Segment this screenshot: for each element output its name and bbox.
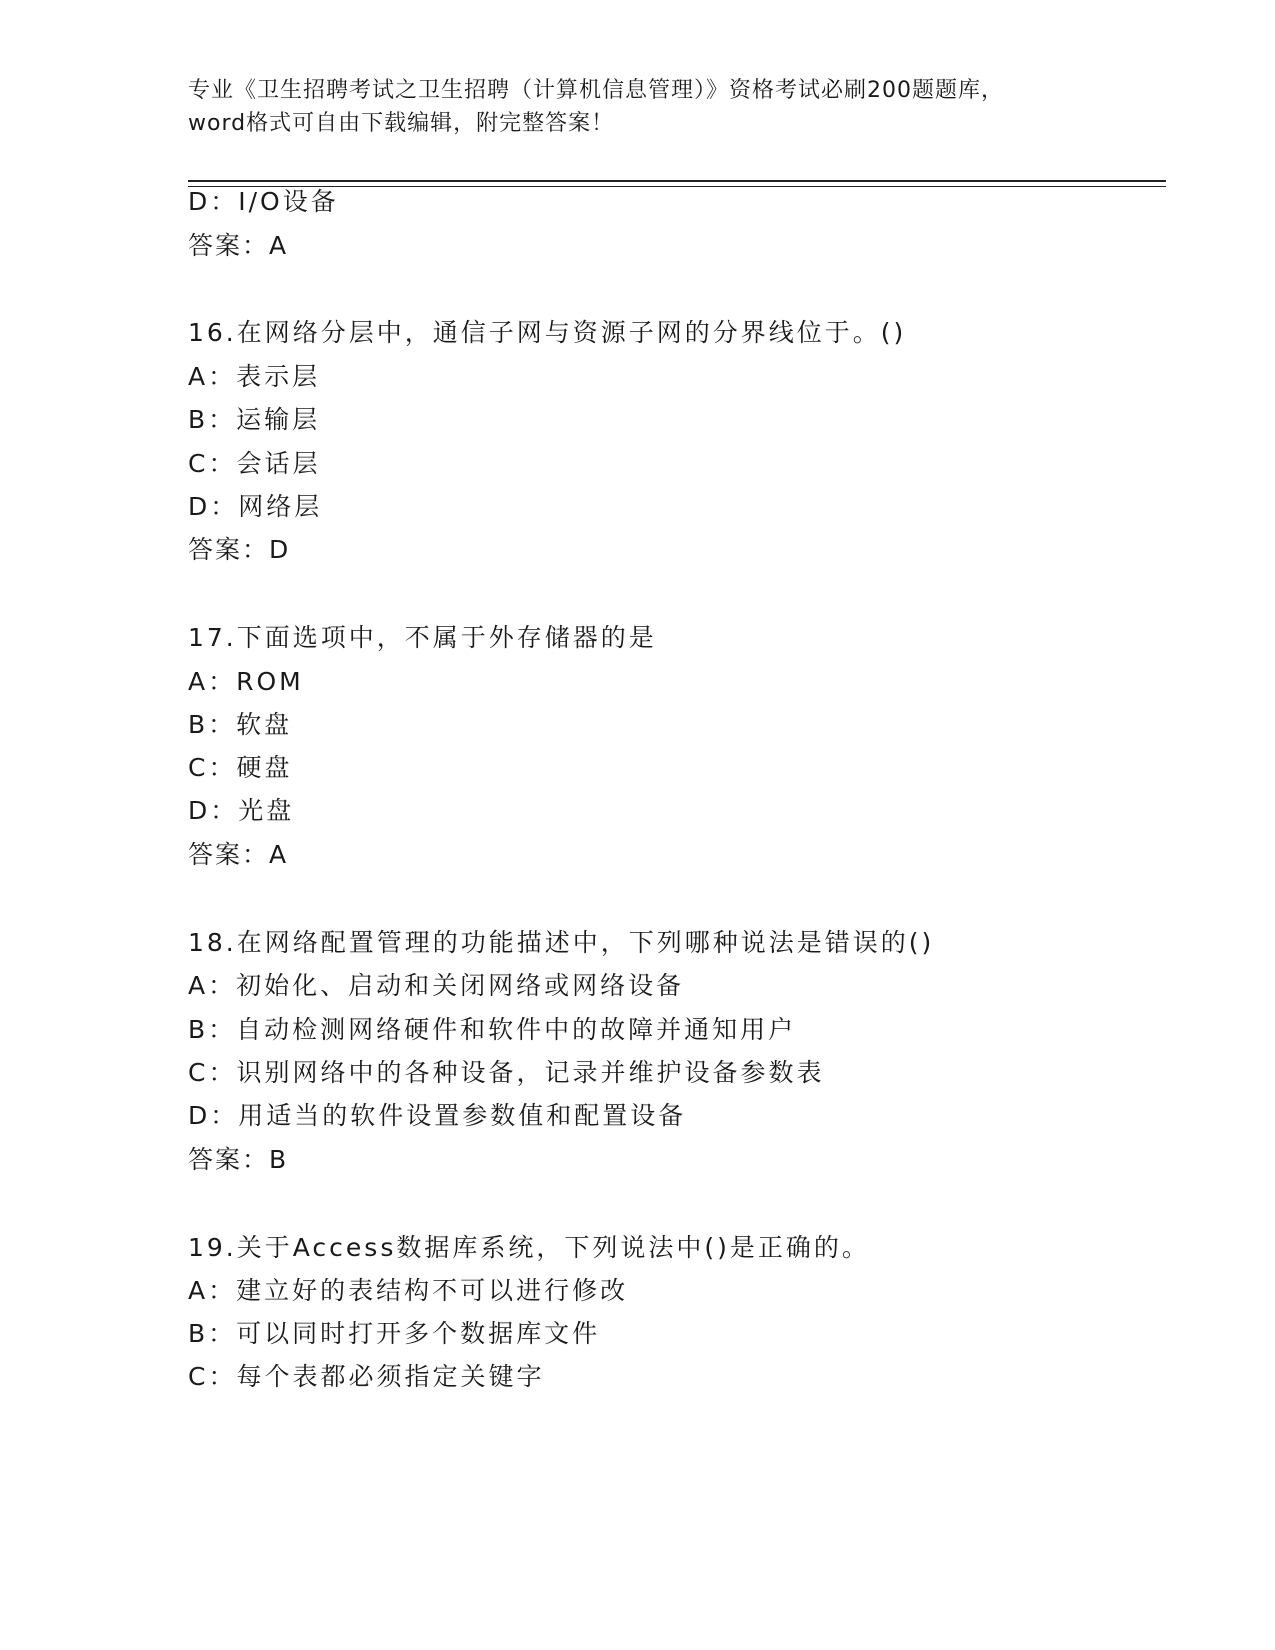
q15-option-d: D：I/O设备 — [188, 187, 339, 216]
q18-question: 18.在网络配置管理的功能描述中，下列哪种说法是错误的() — [188, 928, 935, 957]
q18-option-a: A：初始化、启动和关闭网络或网络设备 — [188, 971, 685, 1000]
header-title-line-2: word格式可自由下载编辑，附完整答案！ — [188, 111, 615, 136]
q16-option-d: D：网络层 — [188, 492, 323, 521]
q17-option-a: A：ROM — [188, 667, 304, 696]
q16-option-c: C：会话层 — [188, 449, 321, 478]
q16-answer: 答案：D — [188, 535, 291, 564]
q19-option-b: B：可以同时打开多个数据库文件 — [188, 1319, 601, 1348]
q18-option-d: D：用适当的软件设置参数值和配置设备 — [188, 1101, 687, 1130]
document-header — [188, 74, 1088, 140]
q17-option-c: C：硬盘 — [188, 753, 293, 782]
q18-option-c: C：识别网络中的各种设备，记录并维护设备参数表 — [188, 1058, 825, 1087]
q15-answer: 答案：A — [188, 231, 289, 260]
q16-option-a: A：表示层 — [188, 362, 321, 391]
q16-option-b: B：运输层 — [188, 405, 321, 434]
q17-answer: 答案：A — [188, 840, 289, 869]
q17-option-d: D：光盘 — [188, 796, 295, 825]
q16-question: 16.在网络分层中，通信子网与资源子网的分界线位于。() — [188, 318, 907, 347]
q19-option-a: A：建立好的表结构不可以进行修改 — [188, 1276, 629, 1305]
q17-option-b: B：软盘 — [188, 710, 293, 739]
q18-option-b: B：自动检测网络硬件和软件中的故障并通知用户 — [188, 1015, 797, 1044]
header-divider-thick — [188, 180, 1166, 182]
header-title-line-1: 专业《卫生招聘考试之卫生招聘（计算机信息管理）》资格考试必刷200题题库， — [188, 78, 1004, 103]
q19-option-c: C：每个表都必须指定关键字 — [188, 1362, 545, 1391]
q17-question: 17.下面选项中，不属于外存储器的是 — [188, 623, 657, 652]
q18-answer: 答案：B — [188, 1145, 289, 1174]
q19-question: 19.关于Access数据库系统，下列说法中()是正确的。 — [188, 1233, 870, 1262]
